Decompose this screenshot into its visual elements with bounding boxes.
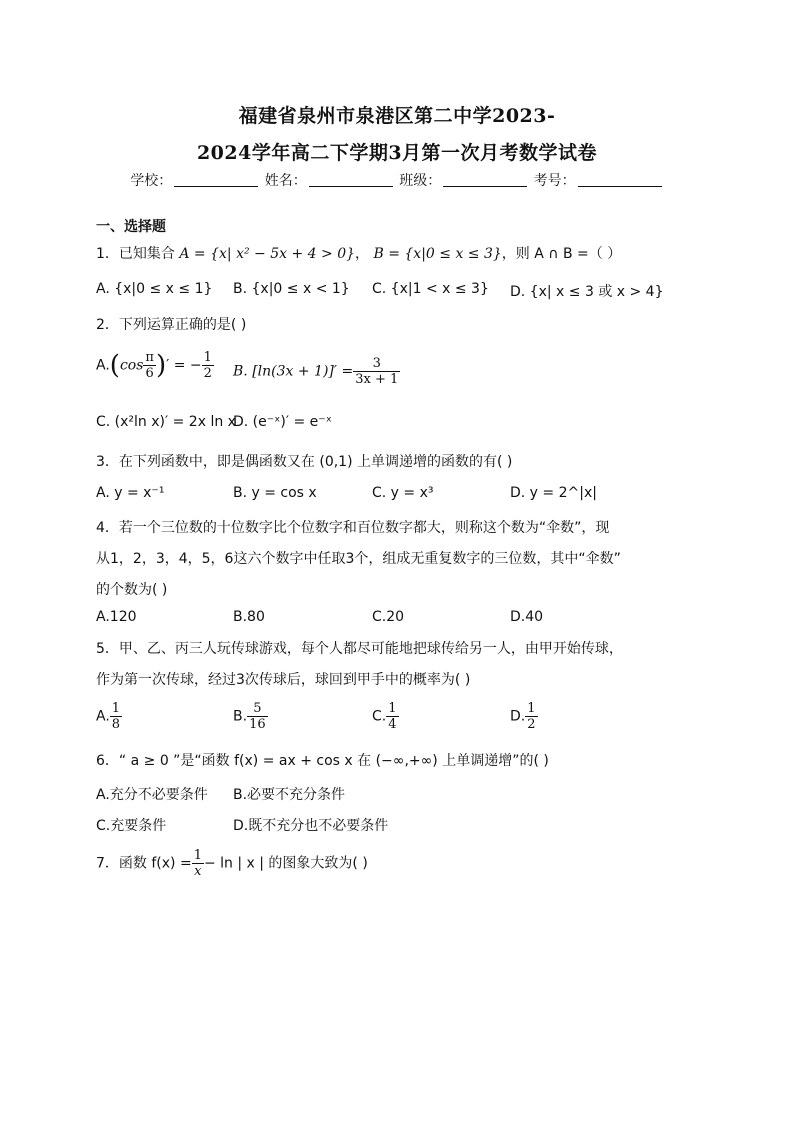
question-5-line1: 5．甲、乙、丙三人玩传球游戏，每个人都尽可能地把球传给另一人，由甲开始传球， <box>96 641 623 657</box>
q6-option-c: C.充要条件 <box>96 818 167 834</box>
q2-option-d: D. (e⁻ˣ)′ = e⁻ˣ <box>233 414 332 430</box>
q3-option-c: C. y = x³ <box>372 485 434 501</box>
q2-a-left-paren: ( <box>109 350 120 381</box>
class-label: 班级： <box>399 173 442 189</box>
question-5-line2: 作为第一次传球，经过3次传球后，球回到甲手中的概率为( ) <box>96 672 471 688</box>
q1-set-b: B = {x|0 ≤ x ≤ 3} <box>373 246 502 262</box>
q1-option-d: D. {x| x ≤ 3 或 x > 4} <box>510 284 664 300</box>
q7-den: x <box>194 864 202 879</box>
q4-option-a: A.120 <box>96 609 137 625</box>
q2-a-cos: cos <box>119 357 144 374</box>
q2-a-result-num: 1 <box>203 350 212 365</box>
question-6-stem: 6．“ a ≥ 0 ”是“函数 f(x) = ax + cos x 在 (−∞,+∞) 上单调递增”的( ) <box>96 753 549 769</box>
q2-a-frac-den: 6 <box>145 366 154 381</box>
q5-d-den: 2 <box>527 717 536 732</box>
q6-option-a: A.充分不必要条件 <box>96 787 208 803</box>
q7-prefix: 7．函数 f(x) = <box>96 855 192 872</box>
student-info-row <box>0 170 794 190</box>
q2-b-label: B. [ln(3x + 1)]′ = <box>233 363 354 380</box>
q2-a-label: A. <box>96 357 110 374</box>
name-label: 姓名： <box>264 173 307 189</box>
q5-c-num: 1 <box>388 701 397 716</box>
q3-option-b: B. y = cos x <box>233 485 317 501</box>
q2-a-result <box>202 350 214 381</box>
q4-option-c: C.20 <box>372 609 405 625</box>
question-7-stem <box>96 848 706 879</box>
question-4-line1: 4．若一个三位数的十位数字比个位数字和百位数字都大，则称这个数为“伞数”，现 <box>96 520 610 536</box>
q1-set-a: A = {x| x² − 5x + 4 > 0} <box>179 246 356 262</box>
q4-option-d: D.40 <box>510 609 544 625</box>
q5-c-frac <box>386 701 398 732</box>
q5-option-c <box>372 701 399 732</box>
q5-option-b <box>233 701 268 732</box>
q5-option-d <box>510 701 538 732</box>
number-blank[interactable] <box>578 172 662 187</box>
q5-d-label: D. <box>510 708 526 725</box>
q6-option-d: D.既不充分也不必要条件 <box>233 818 389 834</box>
q2-option-c: C. (x²ln x)′ = 2x ln x <box>96 414 236 430</box>
q2-a-frac-num: π <box>145 350 154 365</box>
q5-a-den: 8 <box>111 717 121 732</box>
q2-b-frac <box>353 356 400 387</box>
question-1-stem <box>96 243 706 263</box>
q1-middle: ， <box>355 246 370 262</box>
q2-a-right-paren: ) <box>155 350 167 381</box>
q5-d-num: 1 <box>527 701 536 716</box>
q3-option-a: A. y = x⁻¹ <box>96 485 165 501</box>
q1-suffix: ，则 A ∩ B =（ ） <box>501 246 622 262</box>
q1-option-c: C. {x|1 < x ≤ 3} <box>372 281 489 297</box>
q2-b-den: 3x + 1 <box>355 372 399 387</box>
name-blank[interactable] <box>309 172 393 187</box>
school-label: 学校： <box>130 173 173 189</box>
question-4-line2: 从1，2，3，4，5，6这六个数字中任取3个，组成无重复数字的三位数，其中“伞数” <box>96 551 621 567</box>
q5-a-num: 1 <box>111 701 121 716</box>
q5-b-den: 16 <box>249 717 266 732</box>
q5-d-frac <box>525 701 537 732</box>
q5-c-den: 4 <box>388 717 397 732</box>
question-3-stem: 3．在下列函数中，即是偶函数又在 (0,1) 上单调递增的函数的有( ) <box>96 454 513 470</box>
question-4-line3: 的个数为( ) <box>96 582 168 598</box>
q5-b-label: B. <box>233 708 248 725</box>
exam-title-line1: 福建省泉州市泉港区第二中学2023- <box>238 105 556 127</box>
question-2-stem: 2．下列运算正确的是( ) <box>96 317 247 333</box>
q1-option-b: B. {x|0 ≤ x < 1} <box>233 281 350 297</box>
q5-a-label: A. <box>96 708 110 725</box>
q5-option-a <box>96 701 122 732</box>
q1-option-a: A. {x|0 ≤ x ≤ 1} <box>96 281 213 297</box>
school-blank[interactable] <box>174 172 258 187</box>
q7-suffix: − ln | x | 的图象大致为( ) <box>203 855 368 872</box>
q2-a-eq: ′ = − <box>166 357 202 374</box>
q4-option-b: B.80 <box>233 609 265 625</box>
q3-option-d: D. y = 2^|x| <box>510 485 597 501</box>
section-heading: 一、选择题 <box>96 219 166 235</box>
q6-option-b: B.必要不充分条件 <box>233 787 346 803</box>
q2-option-a <box>96 350 214 381</box>
q5-c-label: C. <box>372 708 387 725</box>
q7-num: 1 <box>193 848 202 863</box>
q2-b-num: 3 <box>353 356 400 372</box>
q2-a-frac <box>143 350 156 381</box>
q5-b-num: 5 <box>247 701 268 717</box>
class-blank[interactable] <box>443 172 527 187</box>
q2-a-result-den: 2 <box>203 366 212 381</box>
q5-b-frac <box>247 701 268 732</box>
q1-prefix: 1．已知集合 <box>96 246 175 262</box>
exam-title-line2: 2024学年高二下学期3月第一次月考数学试卷 <box>196 142 598 164</box>
q7-frac <box>192 848 204 879</box>
q5-a-frac <box>110 701 122 732</box>
q2-option-b <box>233 356 400 387</box>
number-label: 考号： <box>533 173 576 189</box>
